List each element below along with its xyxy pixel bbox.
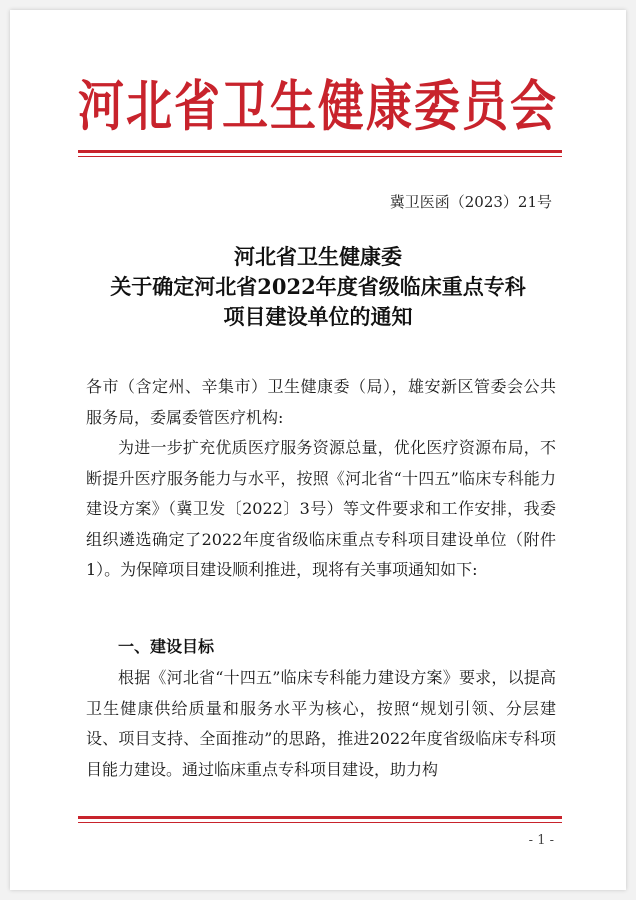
addressee-paragraph: 各市（含定州、辛集市）卫生健康委（局），雄安新区管委会公共服务局，委属委管医疗机构:: [86, 377, 556, 427]
objective-paragraph: 根据《河北省“十四五”临床专科能力建设方案》要求，以提高卫生健康供给质量和服务水平为核心，按照“规划引领、分层建设、项目支持、全面推动”的思路，推进2022年度省级临床专科项目能力建设。通过临床重点专科项目建设，助力构: [86, 668, 556, 779]
letterhead-rule-thick: [78, 150, 562, 153]
document-number: 冀卫医函（2023）21号: [389, 193, 552, 211]
page-number: - 1 -: [528, 833, 554, 848]
document-title: [10, 242, 626, 332]
document-title-line: 关于确定河北省2022年度省级临床重点专科: [110, 274, 526, 299]
letterhead-rule-thin: [78, 156, 562, 157]
footer-rule-thin: [78, 822, 562, 823]
footer-rule-thick: [78, 816, 562, 819]
intro-paragraph: 为进一步扩充优质医疗服务资源总量，优化医疗资源布局，不断提升医疗服务能力与水平，按照《河北省“十四五”临床专科能力建设方案》（冀卫发〔2022〕3号）等文件要求和工作安排，我委组织遴选确定了2022年度省级临床重点专科项目建设单位（附件1）。为保障项目建设顺利推进，现将有关事项通知如下:: [86, 438, 556, 579]
document-title-line: 项目建设单位的通知: [223, 304, 413, 329]
document-title-line: 河北省卫生健康委: [234, 244, 402, 269]
letterhead-title: 河北省卫生健康委员会: [78, 74, 558, 138]
section-heading: 一、建设目标: [118, 637, 215, 656]
document-page: [10, 10, 626, 890]
